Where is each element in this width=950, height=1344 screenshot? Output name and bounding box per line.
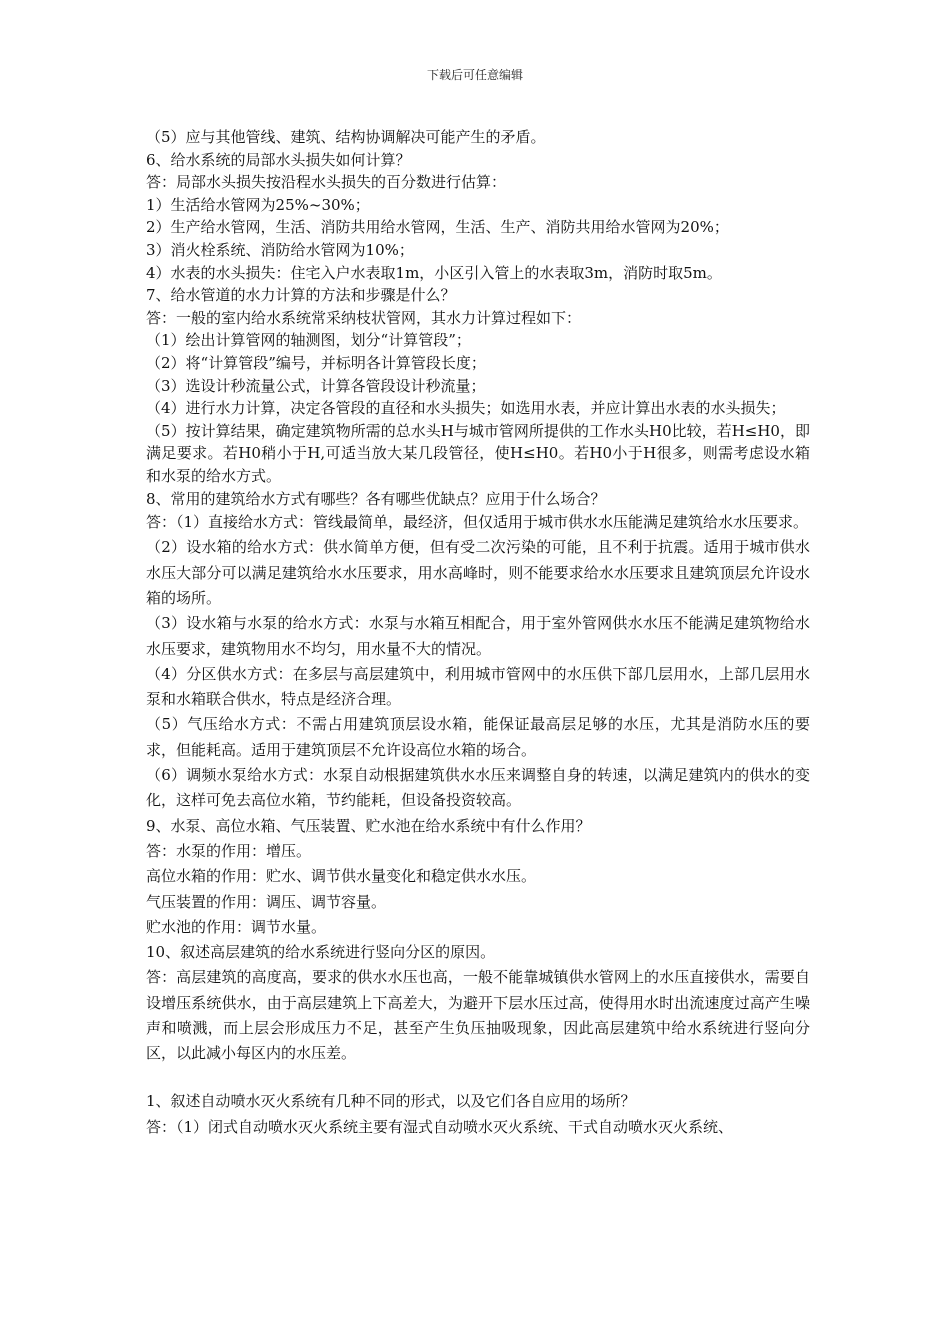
paragraph: （5）按计算结果，确定建筑物所需的总水头H与城市管网所提供的工作水头H0比较，若H≤H0，即满足要求。若H0稍小于H,可适当放大某几段管径，使H≤H0。若H0小于H很多，则需考虑设水箱和水泵的给水方式。 [146, 421, 810, 485]
paragraph: 贮水池的作用：调节水量。 [146, 917, 327, 936]
paragraph: 气压装置的作用：调压、调节容量。 [146, 892, 387, 911]
question-heading: 10、叙述高层建筑的给水系统进行竖向分区的原因。 [146, 943, 496, 962]
blank-line [146, 1067, 810, 1090]
question-heading: 6、给水系统的局部水头损失如何计算？ [146, 150, 411, 169]
paragraph: （5）应与其他管线、建筑、结构协调解决可能产生的矛盾。 [146, 128, 546, 146]
paragraph: 答：（1）闭式自动喷水灭火系统主要有湿式自动喷水灭火系统、干式自动喷水灭火系统、 [146, 1117, 734, 1136]
paragraph: 3）消火栓系统、消防给水管网为10%； [146, 240, 414, 259]
paragraph: 答：一般的室内给水系统常采纳枝状管网，其水力计算过程如下： [146, 308, 582, 327]
paragraph: 答：（1）直接给水方式：管线最简单，最经济，但仅适用于城市供水水压能满足建筑给水水压要求。 [146, 513, 809, 532]
paragraph: （2）设水箱的给水方式：供水简单方便，但有受二次污染的可能，且不利于抗震。适用于城市供水水压大部分可以满足建筑给水水压要求，用水高峰时，则不能要求给水水压要求且建筑顶层允许设水箱的场所。 [146, 538, 810, 607]
paragraph: 高位水箱的作用：贮水、调节供水量变化和稳定供水水压。 [146, 867, 537, 886]
question-heading: 9、水泵、高位水箱、气压装置、贮水池在给水系统中有什么作用？ [146, 816, 591, 835]
paragraph: 答：高层建筑的高度高，要求的供水水压也高，一般不能靠城镇供水管网上的水压直接供水，需要自设增压系统供水，由于高层建筑上下高差大，为避开下层水压过高，使得用水时出流速度过高产生噪声和喷溅，而上层会形成压力不足，甚至产生负压抽吸现象，因此高层建筑中给水系统进行竖向分区，以此减小每区内的水压差。 [146, 968, 810, 1063]
paragraph: 答：局部水头损失按沿程水头损失的百分数进行估算： [146, 173, 507, 192]
paragraph: （4）进行水力计算，决定各管段的直径和水头损失；如选用水表，并应计算出水表的水头损失； [146, 399, 786, 418]
question-heading: 8、常用的建筑给水方式有哪些？各有哪些优缺点？应用于什么场合？ [146, 489, 606, 508]
paragraph: 2）生产给水管网，生活、消防共用给水管网，生活、生产、消防共用给水管网为20%； [146, 218, 729, 237]
paragraph: （4）分区供水方式：在多层与高层建筑中，利用城市管网中的水压供下部几层用水，上部几层用水泵和水箱联合供水，特点是经济合理。 [146, 664, 810, 709]
paragraph: （1）绘出计算管网的轴测图，划分“计算管段”； [146, 331, 471, 350]
paragraph: 答：水泵的作用：增压。 [146, 841, 312, 860]
question-heading: 7、给水管道的水力计算的方法和步骤是什么？ [146, 286, 456, 305]
paragraph: （5）气压给水方式：不需占用建筑顶层设水箱，能保证最高层足够的水压，尤其是消防水压的要求，但能耗高。适用于建筑顶层不允许设高位水箱的场合。 [146, 715, 810, 759]
document-body [146, 126, 810, 1140]
page-header: 下载后可任意编辑 [426, 68, 523, 82]
paragraph: （3）选设计秒流量公式，计算各管段设计秒流量； [146, 376, 486, 395]
paragraph: （6）调频水泵给水方式：水泵自动根据建筑供水水压来调整自身的转速，以满足建筑内的供水的变化，这样可免去高位水箱，节约能耗，但设备投资较高。 [146, 766, 810, 810]
question-heading: 1、叙述自动喷水灭火系统有几种不同的形式，以及它们各自应用的场所？ [146, 1092, 636, 1111]
paragraph: （3）设水箱与水泵的给水方式：水泵与水箱互相配合，用于室外管网供水水压不能满足建筑物给水水压要求，建筑物用水不均匀，用水量不大的情况。 [146, 614, 810, 658]
paragraph: 4）水表的水头损失：住宅入户水表取1m，小区引入管上的水表取3m，消防时取5m。 [146, 263, 722, 282]
paragraph: （2）将“计算管段”编号，并标明各计算管段长度； [146, 353, 486, 372]
paragraph: 1）生活给水管网为25%~30%； [146, 195, 370, 214]
